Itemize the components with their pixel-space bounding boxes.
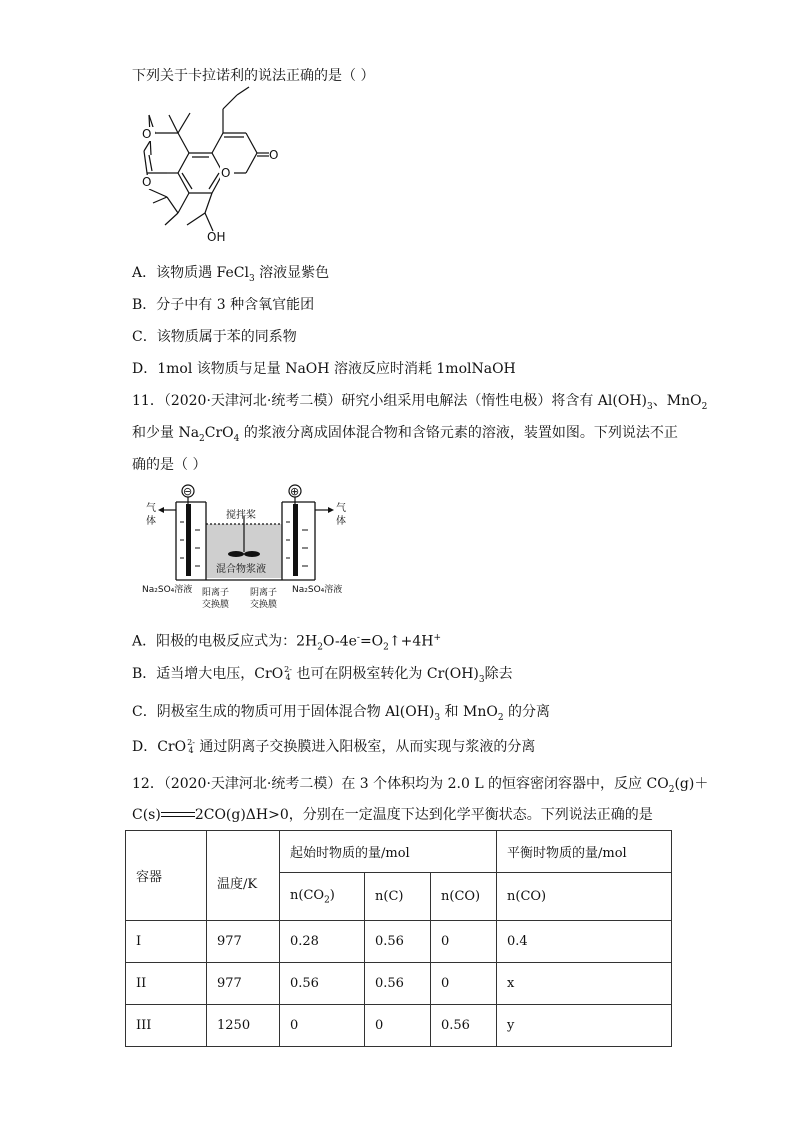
q11-option-b: B．适当增大电压，CrO2- 4 也可在阴极室转化为 $Cr(OH)_3$除去 bbox=[132, 665, 513, 685]
q10-option-c: C．该物质属于苯的同系物 bbox=[132, 329, 297, 345]
table-cell: 0.56 bbox=[365, 963, 431, 1005]
table-header-row bbox=[126, 831, 672, 873]
structure-oh-label: OH bbox=[207, 230, 226, 244]
table-cell: 0 bbox=[365, 1005, 431, 1047]
q11-option-a: A．阳极的电极反应式为：$2H_2O-4e^-=O_2↑+4H^+$ bbox=[132, 633, 442, 653]
table-cell: 0 bbox=[280, 1005, 365, 1047]
molecule-structure bbox=[125, 85, 295, 250]
q10-option-b: B．分子中有 3 种含氧官能团 bbox=[132, 297, 315, 313]
structure-oxygen-1: O bbox=[142, 175, 152, 189]
gas-left-label-1: 气 bbox=[146, 503, 156, 514]
header-temperature: 温度/K bbox=[207, 831, 280, 921]
na2so4-left-label: Na₂SO₄溶液 bbox=[142, 585, 193, 595]
table-cell: 0.28 bbox=[280, 921, 365, 963]
table-cell: I bbox=[126, 921, 207, 963]
gas-right-label-2: 体 bbox=[336, 516, 346, 527]
table-cell: 977 bbox=[207, 921, 280, 963]
subheader-n-co: n(CO) bbox=[431, 873, 497, 921]
cation-membrane-label-1: 阳离子 bbox=[202, 588, 230, 598]
table-cell: 0 bbox=[431, 963, 497, 1005]
cathode-minus-icon: ⊖ bbox=[183, 485, 193, 498]
structure-oxygen-3: O bbox=[269, 148, 279, 162]
stirrer-label: 搅拌桨 bbox=[226, 510, 256, 521]
table-row bbox=[126, 921, 672, 963]
na2so4-right-label: Na₂SO₄溶液 bbox=[292, 585, 343, 595]
q11-stem-line-3: 确的是（ ） bbox=[132, 457, 207, 473]
table-cell: 977 bbox=[207, 963, 280, 1005]
structure-oxygen-2: O bbox=[221, 166, 231, 180]
q10-stem: 下列关于卡拉诺利的说法正确的是（ ） bbox=[132, 68, 375, 84]
header-equilibrium-amount: 平衡时物质的量/mol bbox=[497, 831, 672, 873]
header-initial-amount: 起始时物质的量/mol bbox=[280, 831, 497, 873]
electrolysis-apparatus bbox=[140, 482, 360, 617]
gas-left-label-2: 体 bbox=[146, 516, 156, 527]
table-cell: II bbox=[126, 963, 207, 1005]
q11-option-d: D．CrO2- 4 通过阴离子交换膜进入阳极室，从而实现与浆液的分离 bbox=[132, 738, 536, 755]
table-cell: 0 bbox=[431, 921, 497, 963]
equilibrium-table bbox=[125, 830, 672, 1047]
table-cell: 0.56 bbox=[431, 1005, 497, 1047]
table-cell: 0.4 bbox=[497, 921, 672, 963]
anion-membrane-label-1: 阴离子 bbox=[250, 588, 278, 598]
table-cell: 0.56 bbox=[280, 963, 365, 1005]
header-container: 容器 bbox=[126, 831, 207, 921]
table-row bbox=[126, 1005, 672, 1047]
subheader-n-c: n(C) bbox=[365, 873, 431, 921]
subheader-n-co2: $n(CO_2)$ bbox=[280, 873, 365, 921]
q12-stem-line-2: C(s) 2CO(g)ΔH>0，分别在一定温度下达到化学平衡状态。下列说法正确的是 bbox=[132, 807, 653, 823]
cation-membrane-label-2: 交换膜 bbox=[202, 600, 230, 610]
equilibrium-arrow-icon bbox=[161, 810, 195, 820]
q11-option-c: C．阴极室生成的物质可用于固体混合物 $Al(OH)_3$ 和 MnO$_2$ 的分离 bbox=[132, 704, 551, 723]
gas-right-label-1: 气 bbox=[336, 503, 346, 514]
structure-oxygen-4: O bbox=[142, 127, 152, 141]
subheader-n-co-equilibrium: n(CO) bbox=[497, 873, 672, 921]
table-cell: x bbox=[497, 963, 672, 1005]
table-cell: y bbox=[497, 1005, 672, 1047]
anode-plus-icon: ⊕ bbox=[290, 485, 300, 498]
table-cell: 1250 bbox=[207, 1005, 280, 1047]
anion-membrane-label-2: 交换膜 bbox=[250, 600, 278, 610]
q11-stem-line-1: 11．（2020·天津河北·统考二模）研究小组采用电解法（惰性电极）将含有 $Al(OH)_3$、MnO$_2$ bbox=[132, 393, 708, 412]
q10-option-d: D．1mol 该物质与足量 NaOH 溶液反应时消耗 1molNaOH bbox=[132, 361, 516, 377]
table-cell: 0.56 bbox=[365, 921, 431, 963]
q10-option-a: A．该物质遇 FeCl$_3$ 溶液显紫色 bbox=[132, 265, 330, 284]
q12-stem-line-1: 12．（2020·天津河北·统考二模）在 3 个体积均为 2.0 L 的恒容密闭容器中，反应 $CO_2(g)+$ bbox=[132, 776, 709, 795]
slurry-label: 混合物浆液 bbox=[216, 564, 266, 575]
q11-stem-line-2: 和少量 $Na_2CrO_4$ 的浆液分离成固体混合物和含铬元素的溶液，装置如图。下列说法不正 bbox=[132, 425, 678, 444]
table-cell: III bbox=[126, 1005, 207, 1047]
table-row bbox=[126, 963, 672, 1005]
